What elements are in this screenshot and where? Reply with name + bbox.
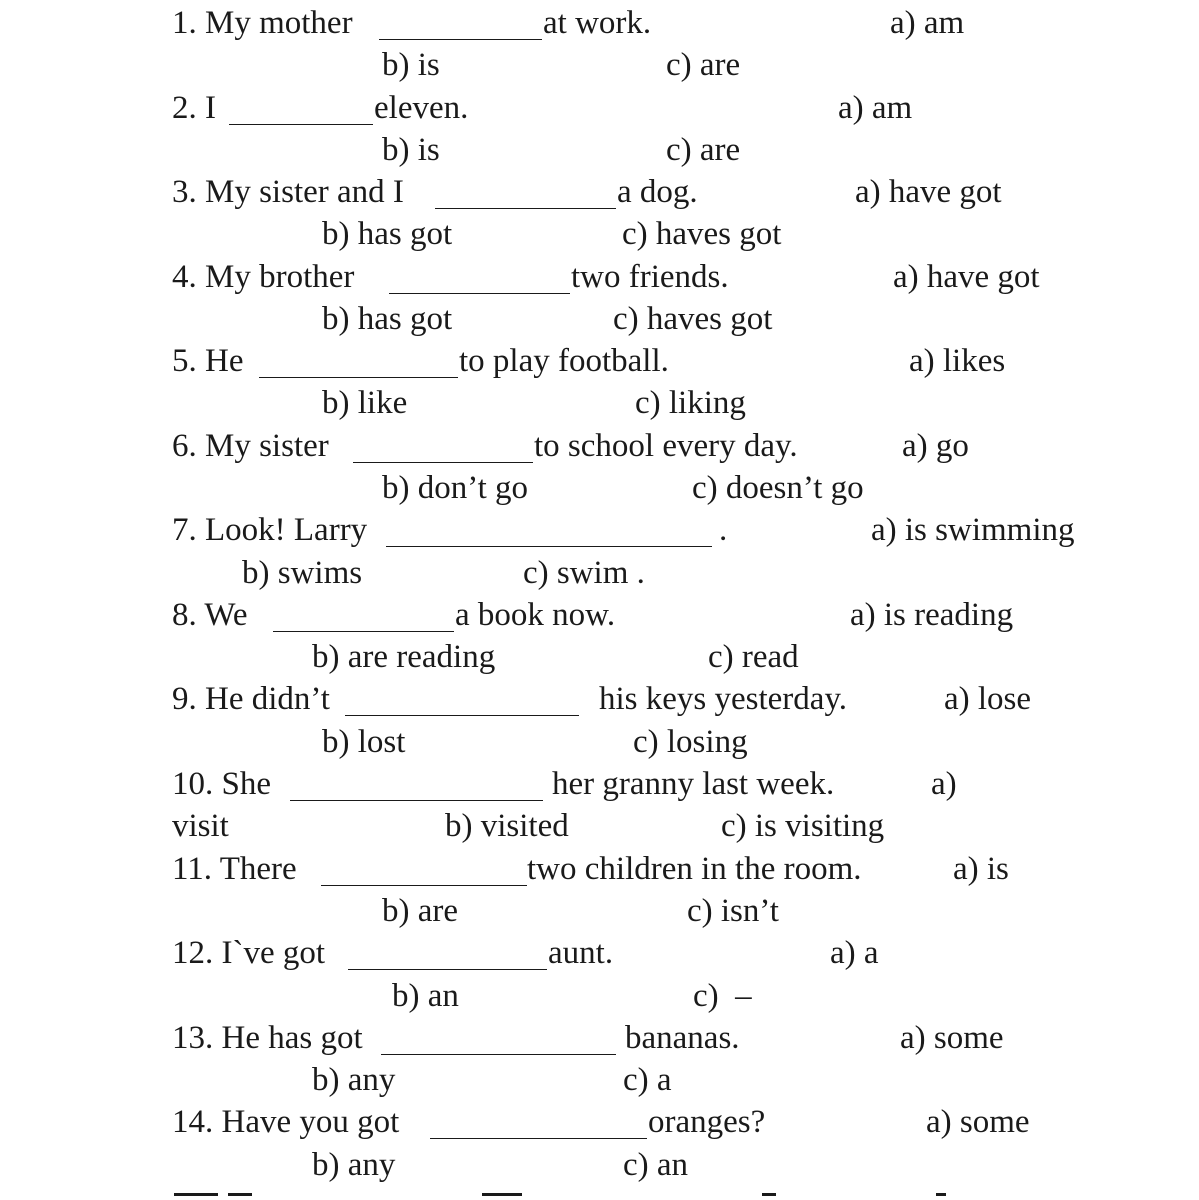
option-b: b) has got <box>322 216 453 252</box>
answer-blank[interactable] <box>430 1138 647 1139</box>
question-9-text: 9. He didn’t <box>172 681 330 717</box>
question-14-text: 14. Have you got <box>172 1104 400 1140</box>
cropped-text-fragment <box>174 1193 218 1196</box>
answer-blank[interactable] <box>381 1054 616 1055</box>
option-a: a) likes <box>909 343 1006 379</box>
option-b: b) visited <box>445 808 569 844</box>
question-11-after: two children in the room. <box>527 851 862 887</box>
option-a: a) am <box>838 90 913 126</box>
option-c: c) is visiting <box>721 808 885 844</box>
option-a: a) is swimming <box>871 512 1075 548</box>
question-12-after: aunt. <box>548 935 614 971</box>
cropped-text-fragment <box>936 1193 946 1196</box>
option-b: b) any <box>312 1062 396 1098</box>
question-11-text: 11. There <box>172 851 297 887</box>
question-12-text: 12. I`ve got <box>172 935 326 971</box>
option-b: b) is <box>382 132 440 168</box>
option-a: a) have got <box>893 259 1040 295</box>
question-10-text: 10. She <box>172 766 271 802</box>
option-c: c) losing <box>633 724 748 760</box>
question-3-after: a dog. <box>617 174 698 210</box>
option-c: c) haves got <box>613 301 773 337</box>
option-a-continued: visit <box>172 808 229 844</box>
option-b: b) are <box>382 893 459 929</box>
option-c: c) an <box>623 1147 689 1183</box>
option-a: a) is <box>953 851 1009 887</box>
option-c: c) – <box>693 978 752 1014</box>
question-4-after: two friends. <box>571 259 729 295</box>
answer-blank[interactable] <box>273 631 454 632</box>
option-c: c) are <box>666 132 741 168</box>
question-14-after: oranges? <box>648 1104 766 1140</box>
option-c: c) a <box>623 1062 672 1098</box>
option-a: a) have got <box>855 174 1002 210</box>
option-c: c) haves got <box>622 216 782 252</box>
question-3-text: 3. My sister and I <box>172 174 404 210</box>
answer-blank[interactable] <box>353 462 533 463</box>
question-8-text: 8. We <box>172 597 248 633</box>
question-10-after: her granny last week. <box>552 766 835 802</box>
option-b: b) like <box>322 385 408 421</box>
option-a: a) lose <box>944 681 1032 717</box>
answer-blank[interactable] <box>259 377 458 378</box>
answer-blank[interactable] <box>379 39 542 40</box>
answer-blank[interactable] <box>345 715 579 716</box>
option-a: a) a <box>830 935 879 971</box>
option-b: b) are reading <box>312 639 496 675</box>
option-c: c) read <box>708 639 799 675</box>
question-7-after: . <box>719 512 728 548</box>
question-6-text: 6. My sister <box>172 428 329 464</box>
option-b: b) has got <box>322 301 453 337</box>
cropped-text-fragment <box>228 1193 252 1196</box>
option-b: b) any <box>312 1147 396 1183</box>
question-13-text: 13. He has got <box>172 1020 363 1056</box>
question-6-after: to school every day. <box>534 428 798 464</box>
answer-blank[interactable] <box>435 208 616 209</box>
cropped-text-fragment <box>482 1193 522 1196</box>
answer-blank[interactable] <box>389 293 570 294</box>
option-b: b) swims <box>242 555 363 591</box>
option-c: c) swim . <box>523 555 645 591</box>
question-5-text: 5. He <box>172 343 244 379</box>
question-8-after: a book now. <box>455 597 616 633</box>
option-b: b) an <box>392 978 459 1014</box>
question-1-after: at work. <box>543 5 652 41</box>
question-7-text: 7. Look! Larry <box>172 512 368 548</box>
answer-blank[interactable] <box>321 885 527 886</box>
answer-blank[interactable] <box>386 546 712 547</box>
option-a: a) <box>931 766 957 802</box>
question-4-text: 4. My brother <box>172 259 355 295</box>
option-c: c) liking <box>635 385 746 421</box>
answer-blank[interactable] <box>229 124 373 125</box>
option-b: b) lost <box>322 724 406 760</box>
question-2-text: 2. I <box>172 90 216 126</box>
option-a: a) am <box>890 5 965 41</box>
option-a: a) is reading <box>850 597 1014 633</box>
option-a: a) go <box>902 428 969 464</box>
option-c: c) doesn’t go <box>692 470 864 506</box>
option-b: b) don’t go <box>382 470 529 506</box>
answer-blank[interactable] <box>290 800 543 801</box>
answer-blank[interactable] <box>348 969 547 970</box>
question-1-text: 1. My mother <box>172 5 353 41</box>
question-13-after: bananas. <box>625 1020 740 1056</box>
option-b: b) is <box>382 47 440 83</box>
option-c: c) isn’t <box>687 893 779 929</box>
question-9-after: his keys yesterday. <box>599 681 848 717</box>
option-a: a) some <box>926 1104 1030 1140</box>
option-a: a) some <box>900 1020 1004 1056</box>
question-2-after: eleven. <box>374 90 469 126</box>
question-5-after: to play football. <box>459 343 669 379</box>
option-c: c) are <box>666 47 741 83</box>
cropped-text-fragment <box>762 1193 776 1196</box>
